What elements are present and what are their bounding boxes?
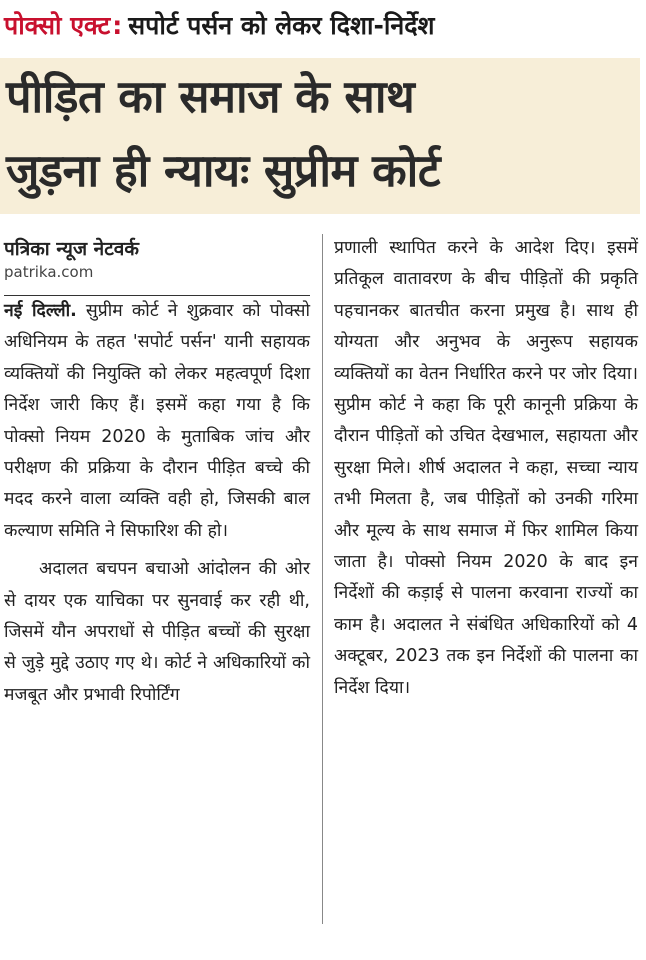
article-paragraph-1 — [4, 296, 310, 547]
headline-line-2: जुड़ना ही न्यायः सुप्रीम कोर्ट — [6, 144, 441, 197]
byline-website: patrika.com — [4, 263, 94, 281]
article-column-right — [334, 233, 638, 704]
column-divider — [322, 234, 323, 924]
byline — [4, 236, 314, 282]
kicker — [4, 2, 644, 52]
article-paragraph-2-continued: प्रणाली स्थापित करने के आदेश दिए। इसमें प्रतिकूल वातावरण के बीच पीड़ितों की प्रकृति पहचानकर बातचीत करना प्रमुख है। साथ ही योग्यता और अनुभव के अनुरूप सहायक व्यक्तियों का वेतन निर्धारित करने पर जोर दिया। सुप्रीम कोर्ट ने कहा कि पूरी कानूनी प्रक्रिया के दौरान पीड़ितों को उचित देखभाल, सहायता और सुरक्षा मिले। शीर्ष अदालत ने कहा, सच्चा न्याय तभी मिलता है, जब पीड़ितों को उनकी गरिमा और मूल्य के साथ समाज में फिर शामिल किया जाता है। पोक्सो नियम 2020 के बाद इन निर्देशों की कड़ाई से पालना करवाना राज्यों का काम है। अदालत ने संबंधित अधिकारियों को 4 अक्टूबर, 2023 तक इन निर्देशों की पालना का निर्देश दिया। — [334, 238, 638, 698]
kicker-subtitle: सपोर्ट पर्सन को लेकर दिशा-निर्देश — [128, 11, 435, 40]
byline-agency: पत्रिका न्यूज नेटवर्क — [4, 238, 139, 260]
headline — [0, 58, 640, 214]
kicker-topic: पोक्सो एक्ट — [4, 11, 111, 40]
dateline: नई दिल्ली. — [4, 301, 77, 321]
headline-line-1: पीड़ित का समाज के साथ — [6, 70, 415, 123]
article-paragraph-2: अदालत बचपन बचाओ आंदोलन की ओर से दायर एक याचिका पर सुनवाई कर रही थी, जिसमें यौन अपराधों से पीड़ित बच्चों की सुरक्षा से जुड़े मुद्दे उठाए गए थे। कोर्ट ने अधिकारियों को मजबूत और प्रभावी रिपोर्टिंग — [4, 559, 310, 705]
kicker-separator: : — [112, 11, 123, 40]
paragraph-1-text: सुप्रीम कोर्ट ने शुक्रवार को पोक्सो अधिनियम के तहत 'सपोर्ट पर्सन' यानी सहायक व्यक्तियों की नियुक्ति को लेकर महत्वपूर्ण दिशा निर्देश जारी किए हैं। इसमें कहा गया है कि पोक्सो नियम 2020 के मुताबिक जांच और परीक्षण की प्रक्रिया के दौरान पीड़ित बच्चे की मदद करने वाला व्यक्ति वही हो, जिसकी बाल कल्याण समिति ने सिफारिश की हो। — [4, 301, 310, 541]
article-column-left — [4, 296, 310, 711]
